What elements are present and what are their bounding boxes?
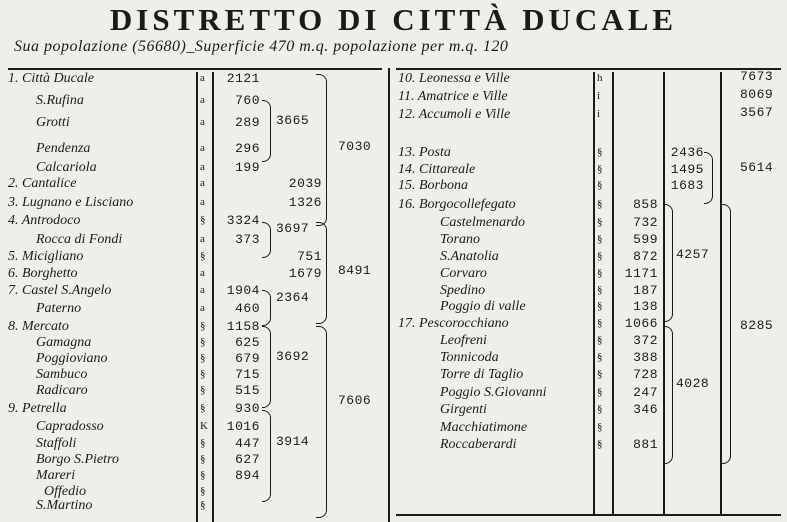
population-value: 460 [235, 301, 260, 316]
population-value: 1171 [624, 266, 658, 281]
population-value: 138 [633, 299, 658, 314]
place-name: Sambuco [36, 367, 88, 382]
place-row [0, 400, 787, 419]
place-code: § [597, 317, 603, 329]
place-name: 10. Leonessa e Ville [398, 71, 510, 86]
place-row [0, 496, 388, 515]
place-code: § [200, 336, 206, 348]
place-code: § [200, 499, 206, 511]
population-value: 858 [633, 197, 658, 212]
place-code: § [200, 352, 206, 364]
place-code: § [200, 485, 206, 497]
population-value: 627 [235, 452, 260, 467]
place-name: S.Anatolia [440, 249, 499, 264]
group-total: 4028 [676, 376, 710, 391]
place-code: § [597, 146, 603, 158]
place-code: a [200, 267, 205, 279]
group-total: 3692 [276, 349, 310, 364]
place-name: Gamagna [36, 335, 92, 350]
population-value: 1904 [226, 283, 260, 298]
place-name: 13. Posta [398, 145, 451, 160]
population-value: 760 [235, 93, 260, 108]
place-code: § [200, 320, 206, 332]
place-name: Capradosso [36, 419, 104, 434]
place-code: § [200, 250, 206, 262]
place-name: Poggio S.Giovanni [440, 385, 547, 400]
population-value: 346 [633, 402, 658, 417]
population-value: 1683 [670, 178, 704, 193]
place-code: i [597, 108, 601, 120]
place-name: Leofreni [440, 333, 487, 348]
population-total: 1326 [288, 195, 322, 210]
place-name: Rocca di Fondi [36, 232, 123, 247]
place-name: 5. Micigliano [8, 249, 84, 264]
place-code: a [200, 161, 205, 173]
place-code: a [200, 142, 205, 154]
place-name: 2. Cantalice [8, 176, 77, 191]
population-value: 715 [235, 367, 260, 382]
population-value: 728 [633, 367, 658, 382]
place-code: a [200, 116, 205, 128]
population-value: 930 [235, 401, 260, 416]
place-name: Radicaro [36, 383, 88, 398]
group-total: 3697 [276, 221, 310, 236]
place-row [0, 435, 787, 454]
place-name: Offedio [44, 484, 86, 499]
place-code: § [597, 284, 603, 296]
place-name: Poggioviano [36, 351, 108, 366]
population-total: 1679 [288, 266, 322, 281]
place-name: 4. Antrodoco [8, 213, 81, 228]
population-value: 881 [633, 437, 658, 452]
place-name: Corvaro [440, 266, 487, 281]
place-name: Borgo S.Pietro [36, 452, 119, 467]
place-name: Girgenti [440, 402, 487, 417]
place-name: Castelmenardo [440, 215, 526, 230]
place-code: a [200, 284, 205, 296]
place-name: Staffoli [36, 436, 77, 451]
place-name: Paterno [36, 301, 82, 316]
section-total: 8491 [338, 263, 372, 278]
population-value: 373 [235, 232, 260, 247]
place-code: § [597, 386, 603, 398]
place-name: Calcariola [36, 160, 97, 175]
place-name: Torre di Taglio [440, 367, 524, 382]
place-name: 7. Castel S.Angelo [8, 283, 112, 298]
population-value: 1066 [624, 316, 658, 331]
place-name: Pendenza [36, 141, 91, 156]
place-row [0, 105, 787, 124]
place-name: Mareri [36, 468, 76, 483]
population-value: 1016 [226, 419, 260, 434]
place-code: § [597, 233, 603, 245]
place-code: § [597, 368, 603, 380]
place-code: § [597, 334, 603, 346]
place-code: § [200, 402, 206, 414]
place-row [0, 195, 787, 214]
population-value: 3324 [226, 213, 260, 228]
place-name: 12. Accumoli e Ville [398, 107, 511, 122]
population-total: 751 [297, 249, 322, 264]
place-code: § [597, 216, 603, 228]
document-subtitle: Sua popolazione (56680)_Superficie 470 m.q. popolazione per m.q. 120 [14, 38, 509, 55]
place-name: 17. Pescorocchiano [398, 316, 509, 331]
place-code: a [200, 233, 205, 245]
place-name: 8. Mercato [8, 319, 69, 334]
population-value: 2436 [670, 145, 704, 160]
document-title: DISTRETTO DI CITTÀ DUCALE [109, 2, 678, 37]
population-value: 894 [235, 468, 260, 483]
place-name: 14. Cittareale [398, 162, 476, 177]
bottom-rule [396, 514, 781, 516]
place-name: Roccaberardi [440, 437, 517, 452]
place-name: 9. Petrella [8, 401, 67, 416]
place-code: a [200, 302, 205, 314]
place-code: § [200, 384, 206, 396]
section-total: 7673 [740, 69, 774, 84]
group-total: 3665 [276, 113, 310, 128]
place-name: 15. Borbona [398, 178, 468, 193]
place-code: § [597, 267, 603, 279]
place-code: § [597, 421, 603, 433]
population-value: 296 [235, 141, 260, 156]
section-total: 8069 [740, 87, 774, 102]
section-total: 8285 [740, 318, 774, 333]
group-total: 4257 [676, 247, 710, 262]
place-code: § [200, 214, 206, 226]
section-total: 7030 [338, 139, 372, 154]
section-total: 7606 [338, 393, 372, 408]
population-value: 388 [633, 350, 658, 365]
place-row [0, 69, 787, 88]
section-total: 5614 [740, 160, 774, 175]
place-name: 1. Città Ducale [8, 71, 94, 86]
place-code: § [597, 300, 603, 312]
place-code: i [597, 90, 601, 102]
place-name: 11. Amatrice e Ville [398, 89, 508, 104]
population-value: 187 [633, 283, 658, 298]
population-value: 289 [235, 115, 260, 130]
place-name: S.Martino [36, 498, 93, 513]
place-name: Tonnicoda [440, 350, 499, 365]
place-code: § [597, 163, 603, 175]
place-code: a [200, 196, 205, 208]
place-row [0, 176, 787, 195]
place-code: § [597, 250, 603, 262]
place-name: Spedino [440, 283, 486, 298]
place-code: K [200, 420, 208, 432]
population-value: 199 [235, 160, 260, 175]
place-name: Macchiatimone [440, 420, 528, 435]
place-code: a [200, 177, 205, 189]
place-name: Poggio di valle [440, 299, 526, 314]
population-value: 732 [633, 215, 658, 230]
place-code: § [200, 368, 206, 380]
section-total: 3567 [740, 105, 774, 120]
place-code: § [597, 351, 603, 363]
population-value: 599 [633, 232, 658, 247]
population-value: 1495 [670, 162, 704, 177]
place-code: § [200, 469, 206, 481]
place-code: § [200, 437, 206, 449]
place-code: § [597, 403, 603, 415]
population-value: 625 [235, 335, 260, 350]
group-total: 2364 [276, 290, 310, 305]
population-value: 372 [633, 333, 658, 348]
place-code: § [200, 453, 206, 465]
place-name: 3. Lugnano e Lisciano [8, 195, 134, 210]
group-total: 3914 [276, 434, 310, 449]
population-value: 515 [235, 383, 260, 398]
place-name: 16. Borgocollefegato [398, 197, 516, 212]
place-name: 6. Borghetto [8, 266, 78, 281]
place-name: Grotti [36, 115, 70, 130]
place-row [0, 87, 787, 106]
population-total: 2039 [288, 176, 322, 191]
population-value: 2121 [226, 71, 260, 86]
place-code: a [200, 94, 205, 106]
place-code: § [597, 438, 603, 450]
population-value: 679 [235, 351, 260, 366]
place-row [0, 365, 787, 384]
place-name: Torano [440, 232, 480, 247]
population-value: 447 [235, 436, 260, 451]
place-code: § [597, 198, 603, 210]
population-value: 247 [633, 385, 658, 400]
place-name: S.Rufina [36, 93, 84, 108]
place-code: § [597, 179, 603, 191]
population-value: 872 [633, 249, 658, 264]
population-value: 1158 [226, 319, 260, 334]
place-code: a [200, 72, 205, 84]
place-code: h [597, 72, 603, 84]
